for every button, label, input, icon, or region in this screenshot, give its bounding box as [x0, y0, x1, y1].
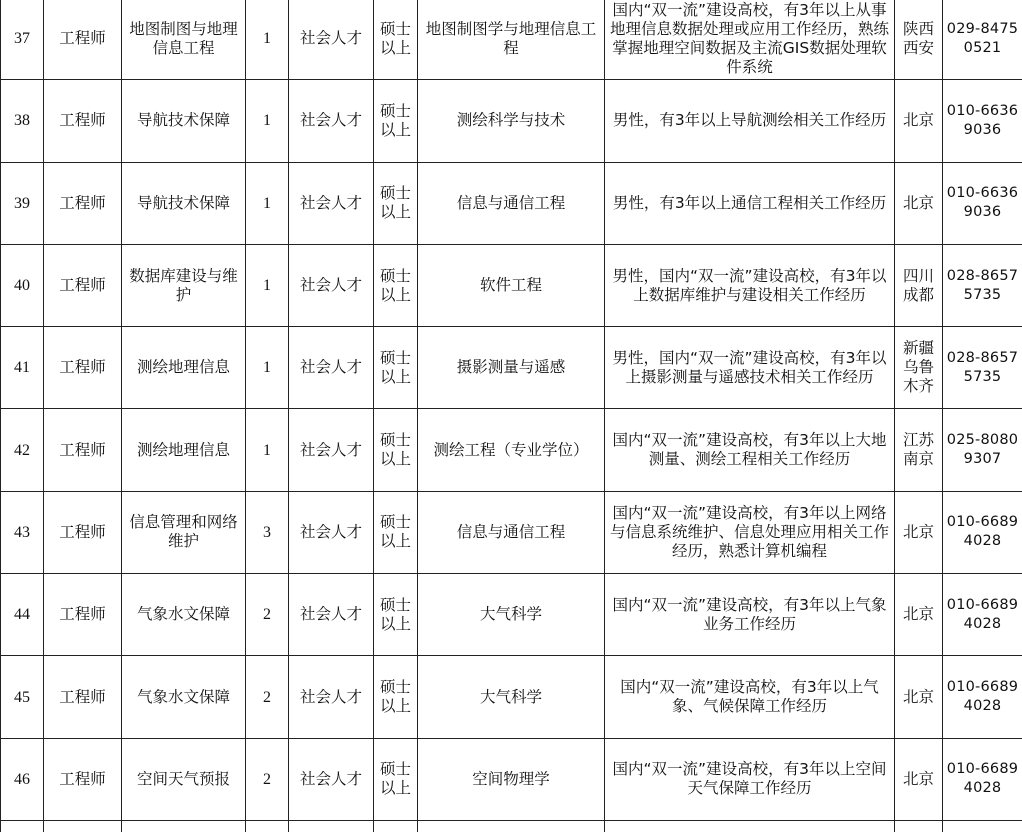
table-row: [1, 656, 1022, 738]
table-row-partial: [1, 820, 1022, 832]
cell-major: 信息与通信工程: [418, 491, 605, 573]
cell-degree: 硕士以上: [374, 409, 418, 491]
cell-number: 46: [1, 738, 44, 820]
cell-requirement: 国内“双一流”建设高校，有3年以上气象业务工作经历: [605, 574, 895, 656]
cell-number: 41: [1, 327, 44, 409]
cell-position: 气象水文保障: [122, 656, 246, 738]
cell-position: 测绘地理信息: [122, 409, 246, 491]
cell-count: 1: [246, 0, 289, 80]
cell-requirement: 男性，有3年以上通信工程相关工作经历: [605, 162, 895, 244]
cell-title: 工程师: [44, 738, 122, 820]
table-body: [1, 0, 1022, 832]
cell-phone: 010-66369036: [943, 80, 1022, 162]
cell-count: 1: [246, 162, 289, 244]
cell-phone: 010-66894028: [943, 491, 1022, 573]
cell-count: 2: [246, 738, 289, 820]
cell-requirement: 国内“双一流”建设高校，有3年以上气象、气候保障工作经历: [605, 656, 895, 738]
cell-major: 测绘科学与技术: [418, 80, 605, 162]
cell-phone: 010-66894028: [943, 656, 1022, 738]
cell-degree: 硕士以上: [374, 491, 418, 573]
table-row: [1, 162, 1022, 244]
cell-phone: 025-80809307: [943, 409, 1022, 491]
cell-requirement: 国内“双一流”建设高校，有3年以上大地测量、测绘工程相关工作经历: [605, 409, 895, 491]
cell-requirement: 男性，有3年以上导航测绘相关工作经历: [605, 80, 895, 162]
table-row: [1, 327, 1022, 409]
cell-number: 42: [1, 409, 44, 491]
table-row: [1, 0, 1022, 80]
cell-major: 测绘工程（专业学位）: [418, 409, 605, 491]
cell-phone: 028-86575735: [943, 244, 1022, 326]
cell-position: 导航技术保障: [122, 80, 246, 162]
cell-number: 37: [1, 0, 44, 80]
cell-requirement: 男性，国内“双一流”建设高校，有3年以上数据库维护与建设相关工作经历: [605, 244, 895, 326]
cell-phone: 010-66894028: [943, 574, 1022, 656]
table-row: [1, 738, 1022, 820]
cell-degree: 硕士以上: [374, 0, 418, 80]
cell-title: 工程师: [44, 409, 122, 491]
cell-position: 信息管理和网络维护: [122, 491, 246, 573]
cell-position: 气象水文保障: [122, 574, 246, 656]
cell-phone: 010-66369036: [943, 162, 1022, 244]
cell-location: 北京: [895, 656, 943, 738]
cell-count: 2: [246, 574, 289, 656]
cell-number: 40: [1, 244, 44, 326]
cell-count: 2: [246, 656, 289, 738]
cell-title: 工程师: [44, 244, 122, 326]
cell-count: 1: [246, 409, 289, 491]
cell-type: 社会人才: [289, 244, 374, 326]
cell-position: 数据库建设与维护: [122, 244, 246, 326]
cell-number: 45: [1, 656, 44, 738]
cell-phone: 029-84750521: [943, 0, 1022, 80]
cell-position: 测绘地理信息: [122, 327, 246, 409]
cell-major: 大气科学: [418, 656, 605, 738]
cell-number: 44: [1, 574, 44, 656]
cell-major: 地图制图学与地理信息工程: [418, 0, 605, 80]
cell-type: 社会人才: [289, 738, 374, 820]
cell-type: 社会人才: [289, 656, 374, 738]
cell-location: 北京: [895, 491, 943, 573]
cell-degree: 硕士以上: [374, 574, 418, 656]
cell-title: 工程师: [44, 574, 122, 656]
cell-type: 社会人才: [289, 491, 374, 573]
cell-type: 社会人才: [289, 574, 374, 656]
cell-major: 大气科学: [418, 574, 605, 656]
cell-location: 陕西西安: [895, 0, 943, 80]
cell-type: 社会人才: [289, 0, 374, 80]
cell-requirement: 国内“双一流”建设高校，有3年以上从事地理信息数据处理或应用工作经历，熟练掌握地理空间数据及主流GIS数据处理软件系统: [605, 0, 895, 80]
cell-degree: 硕士以上: [374, 656, 418, 738]
cell-title: 工程师: [44, 0, 122, 80]
cell-number: 39: [1, 162, 44, 244]
cell-title: 工程师: [44, 162, 122, 244]
cell-title: 工程师: [44, 656, 122, 738]
table-row: [1, 409, 1022, 491]
cell-degree: 硕士以上: [374, 162, 418, 244]
cell-major: 空间物理学: [418, 738, 605, 820]
cell-count: 1: [246, 244, 289, 326]
cell-type: 社会人才: [289, 409, 374, 491]
cell-degree: 硕士以上: [374, 327, 418, 409]
cell-location: 四川成都: [895, 244, 943, 326]
cell-phone: 028-86575735: [943, 327, 1022, 409]
cell-location: 江苏南京: [895, 409, 943, 491]
cell-type: 社会人才: [289, 80, 374, 162]
cell-requirement: 国内“双一流”建设高校，有3年以上空间天气保障工作经历: [605, 738, 895, 820]
cell-degree: 硕士以上: [374, 738, 418, 820]
cell-location: 北京: [895, 738, 943, 820]
cell-position: 空间天气预报: [122, 738, 246, 820]
cell-number: 38: [1, 80, 44, 162]
cell-major: 软件工程: [418, 244, 605, 326]
table-row: [1, 574, 1022, 656]
cell-number: 43: [1, 491, 44, 573]
cell-count: 1: [246, 80, 289, 162]
table-row: [1, 80, 1022, 162]
cell-location: 北京: [895, 574, 943, 656]
cell-location: 北京: [895, 162, 943, 244]
cell-requirement: 男性，国内“双一流”建设高校，有3年以上摄影测量与遥感技术相关工作经历: [605, 327, 895, 409]
cell-location: 新疆乌鲁木齐: [895, 327, 943, 409]
cell-count: 1: [246, 327, 289, 409]
cell-title: 工程师: [44, 491, 122, 573]
cell-major: 信息与通信工程: [418, 162, 605, 244]
cell-position: 导航技术保障: [122, 162, 246, 244]
cell-title: 工程师: [44, 327, 122, 409]
cell-major: 摄影测量与遥感: [418, 327, 605, 409]
table-row: [1, 491, 1022, 573]
table-row: [1, 244, 1022, 326]
cell-phone: 010-66894028: [943, 738, 1022, 820]
cell-title: 工程师: [44, 80, 122, 162]
cell-position: 地图制图与地理信息工程: [122, 0, 246, 80]
cell-type: 社会人才: [289, 162, 374, 244]
cell-type: 社会人才: [289, 327, 374, 409]
cell-location: 北京: [895, 80, 943, 162]
cell-degree: 硕士以上: [374, 244, 418, 326]
cell-count: 3: [246, 491, 289, 573]
cell-requirement: 国内“双一流”建设高校，有3年以上网络与信息系统维护、信息处理应用相关工作经历，熟悉计算机编程: [605, 491, 895, 573]
cell-degree: 硕士以上: [374, 80, 418, 162]
